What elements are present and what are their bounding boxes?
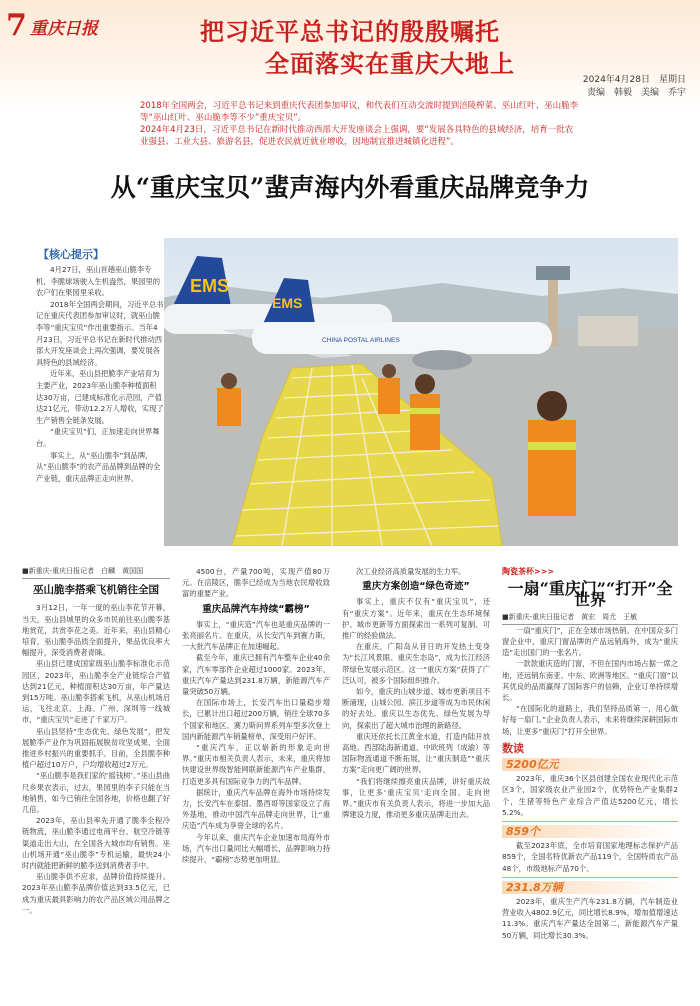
data-box-title: 数读: [502, 741, 524, 755]
sidebar-tag: 陶瓷茶杯>>>: [502, 567, 555, 576]
slogan-line-2: 全面落实在重庆大地上: [265, 49, 515, 78]
ems-logo: EMS: [272, 295, 303, 311]
terminal-building: [578, 316, 638, 346]
core-paragraph: 近年来，巫山县把脆李产业培育为主要产业，2023年巫山脆李种植面积达30万亩，已建成标准化示范园，产值达21亿元，带动12.2万人增收，实现了生产销售全链条发展。: [36, 369, 164, 425]
stat-value: 5200亿元: [502, 758, 678, 771]
core-paragraph: “重庆宝贝”们，正加速走向世界舞台。: [36, 427, 160, 448]
body-paragraph: 巫山脆李供不应求，品牌价值持续提升。2023年巫山脆李品牌价值达到33.5亿元，已成为重庆最具影响力的农产品区域公用品牌之一。: [22, 872, 170, 915]
section-subhead: 巫山脆李搭乘飞机销往全国: [33, 584, 159, 597]
body-paragraph: 2023年，巫山县率先开通了脆李全程冷链物流，巫山脆李通过电商平台、航空冷链等渠道走出大山，在全国各大城市均有销售。巫山机场开通“巫山脆李”专机运输，最快24小时内就能把新鲜的脆李送到消费者手中。: [22, 816, 170, 871]
divider: [502, 821, 678, 822]
body-paragraph: 在重庆，广阳岛从昔日的开发热土变身为“长江风景眼、重庆生态岛”，成为长江经济带绿色发展示范区。这一“重庆方案”获得了广泛认可，被多个国际组织推介。: [342, 642, 490, 685]
article-column-2: [182, 566, 330, 996]
section-subhead: 重庆品牌汽车持续“霸榜”: [202, 603, 310, 615]
sidebar-headline: 一扇“重庆门”“打开”全世界: [507, 579, 673, 610]
body-paragraph: 据统计，重庆汽车品牌在海外市场持续发力，长安汽车在泰国、墨西哥等国家设立了海外基地，推动中国汽车品牌走向世界，让“重庆造”汽车成为享誉全球的名片。: [182, 787, 330, 831]
body-paragraph: 今年以来，重庆汽车企业加速布局海外市场，汽车出口量同比大幅增长，品牌影响力持续提升，“霸榜”态势更加明显。: [182, 832, 330, 865]
body-paragraph: “我们将继续擦亮重庆品牌，讲好重庆故事，让更多‘重庆宝贝’走向全国、走向世界。”重庆市有关负责人表示，将进一步加大品牌建设力度，推动更多重庆品牌走出去。: [342, 776, 490, 820]
control-tower-cab: [536, 266, 570, 280]
ems-logo: EMS: [190, 276, 230, 296]
article-column-3: [342, 566, 490, 996]
stat-text: 2023年，重庆36个区县创建全国农业现代化示范区3个，国家级农业产业园2个，优势特色产业集群2个，生猪等特色产业综合产值达5200亿元，增长5.2%。: [502, 774, 678, 817]
body-paragraph: 一扇“重庆门”，正在全球市场热销。在中国众多门窗企业中，重庆门窗品牌的产品远销海外，成为“重庆造”走出国门的一张名片。: [502, 625, 678, 658]
core-summary-title: 【核心提示】: [38, 248, 104, 261]
article-column-1: [22, 566, 170, 996]
section-subhead: 重庆方案创造“绿色奇迹”: [362, 581, 470, 593]
body-paragraph: 巫山县已建成国家级巫山脆李标准化示范园区，2023年，巫山脆李全产业链综合产值达到21亿元，种植面积达30万亩，年产量达到15万吨。巫山脆李搭乘飞机，从巫山机场启运，飞往北京、上海、广州、深圳等一线城市，“重庆宝贝”走进了千家万户。: [22, 659, 170, 725]
body-paragraph: 4500台，产量700吨，实现产值80万元。在涪陵区，脆李已经成为当地农民增收致富的重要产业。: [182, 567, 330, 599]
stat-text: 截至2023年底，全市培育国家地理标志保护产品859个，全国名特优新农产品119个，全国特质农产品48个，市级地标产品70个。: [502, 841, 678, 873]
body-paragraph: 事实上，重庆不仅有“重庆宝贝”，还有“重庆方案”。近年来，重庆在生态环境保护、城市更新等方面探索出一系列可复制、可推广的经验做法。: [342, 597, 490, 641]
body-paragraph: 在国际市场上，长安汽车出口量稳步增长，已累计出口超过200万辆，销往全球70多个国家和地区。赛力斯问界系列车型多次登上国内新能源汽车销量榜单，深受用户好评。: [182, 698, 330, 741]
byline: ■新重庆-重庆日报记者 黄宏 周尤 王敏: [502, 612, 678, 625]
issue-date: 2024年4月28日 星期日: [582, 75, 686, 85]
body-paragraph: 重庆还依托长江黄金水道，打造内陆开放高地。西部陆海新通道、中欧班列（成渝）等国际物流通道不断拓展，让“重庆制造”“重庆方案”走向更广阔的世界。: [342, 731, 490, 775]
intro-blurb: [140, 100, 580, 148]
blurb-paragraph: 2018年全国两会，习近平总书记来到重庆代表团参加审议，和代表们互动交流时提到涪陵榨菜、巫山红叶、巫山脆李等“巫山红叶、巫山脆李等不少”重庆宝贝”。: [140, 101, 579, 123]
main-headline: 从“重庆宝贝”蜚声海内外看重庆品牌竞争力: [110, 173, 590, 202]
core-paragraph: 事实上，从“巫山脆李”到品牌，从“巫山脆李”的农产品品牌到品牌的全产业链，重庆品牌正走向世界。: [36, 450, 161, 483]
body-paragraph: 如今，重庆的山城步道、城市更新项目不断涌现，山城公园、滨江步道等成为市民休闲的好去处。重庆以生态优先、绿色发展为导向，探索出了超大城市治理的新路径。: [342, 687, 490, 730]
masthead: [0, 0, 700, 108]
body-paragraph: 截至今年，重庆已拥有汽车整车企业40余家，汽车零部件企业超过1000家。2023年，重庆汽车产量达到231.8万辆，新能源汽车产量突破50万辆。: [182, 653, 330, 697]
newspaper-logo: 重庆日报: [30, 19, 98, 39]
divider: [502, 877, 678, 878]
body-paragraph: 次工业经济高质量发展的生力军。: [356, 567, 466, 576]
body-paragraph: 事实上，“重庆造”汽车也是重庆品牌的一张亮丽名片。在重庆，从长安汽车到赛力斯，一大批汽车品牌正在加速崛起。: [182, 619, 330, 652]
page-number: 7: [6, 8, 27, 43]
body-paragraph: “重庆汽车，正以崭新的形象走向世界。”重庆市相关负责人表示，未来，重庆将加快建设世界级智能网联新能源汽车产业集群，打造更多具有国际竞争力的汽车品牌。: [182, 743, 330, 786]
core-summary-box: [22, 238, 164, 556]
stat-text: 2023年，重庆生产汽车231.8万辆，汽车制造业营业收入4802.9亿元，同比增长8.9%，增加值增速达11.3%。重庆汽车产量达全国第二，新能源汽车产量50万辆，同比增长30.3%。: [502, 897, 678, 940]
blurb-paragraph: 2024年4月23日，习近平总书记在新时代推动西部大开发座谈会上强调，要“发展各具特色的县域经济，培育一批农业强县、工业大县、旅游名县，促进农民就近就业增收，因地制宜推进城镇化进程”。: [140, 125, 574, 147]
stat-value: 231.8万辆: [502, 881, 678, 894]
airline-name: CHINA POSTAL AIRLINES: [322, 337, 400, 344]
byline: ■新重庆-重庆日报记者 白麟 黄国国: [22, 566, 170, 579]
body-paragraph: 3月12日，一年一度的巫山李花节开幕，当天，巫山县城里的众多市民前往巫山脆李基地赏花，共赏李花之美。近年来，巫山县精心培育，巫山脆李品质全面提升，果品优良率大幅提升，深受消费者青睐。: [22, 603, 170, 658]
body-paragraph: “在国际化的道路上，我们坚持品质第一，用心做好每一扇门。”企业负责人表示，未来将继续深耕国际市场，让更多“重庆门”打开全世界。: [502, 704, 678, 736]
body-paragraph: 巫山县坚持“生态优先、绿色发展”，把发展脆李产业作为巩固拓展脱贫攻坚成果、全面推进乡村振兴的重要抓手。目前，全县脆李种植户超过10万户，户均增收超过2万元。: [22, 726, 170, 770]
dateline: [583, 74, 686, 100]
article-columns: [22, 566, 678, 996]
core-paragraph: 4月27日，巫山首趟巫山脆李专机，李脆球场驶入生机盎然，果园里的农户们在果园里采收。: [36, 265, 161, 298]
editor-credits: 责编 韩毅 美编 乔宇: [586, 88, 686, 98]
body-paragraph: “巫山脆李是我们家的‘摇钱树’。”巫山县曲尺乡果农表示，过去，果园里的李子只能在当地销售，如今已销往全国各地，价格也翻了好几倍。: [22, 771, 170, 815]
stat-value: 859个: [502, 825, 678, 838]
sidebar-column: [502, 566, 678, 996]
slogan-line-1: 把习近平总书记的殷殷嘱托: [200, 17, 500, 46]
body-paragraph: 一款款重庆造的门窗，不但在国内市场占据一席之地，还远销东南亚、中东、欧洲等地区。“重庆门窗”以其优良的品质赢得了国际客户的信赖，企业订单持续增长。: [502, 659, 678, 703]
core-paragraph: 2018年全国两会期间，习近平总书记在重庆代表团参加审议时，就巫山脆李等“重庆宝贝”作出重要指示。当年4月23日，习近平总书记在新时代推动西部大开发座谈会上再次强调，要发展各具特色的县域经济。: [36, 299, 164, 367]
